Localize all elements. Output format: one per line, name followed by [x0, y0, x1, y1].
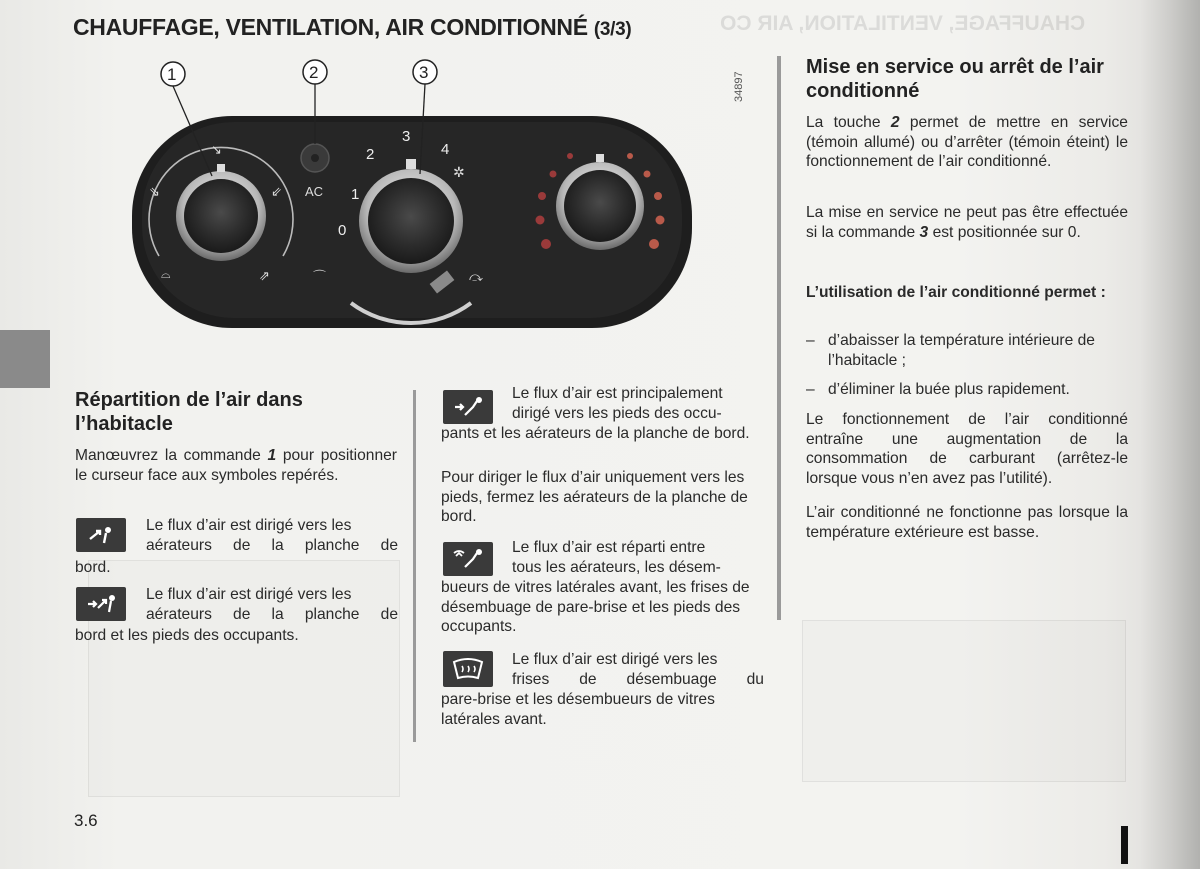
ac-paragraph-2: [806, 203, 1128, 242]
recirculation-icon: ⤼: [469, 270, 483, 285]
svg-text:2: 2: [309, 63, 319, 82]
intro-text: Manœuvrez la commande: [75, 447, 268, 464]
vent-all-defrost-icon: [443, 542, 493, 576]
item-text: aérateurs de la planche de: [146, 606, 398, 623]
image-reference: 34897: [733, 71, 745, 102]
windshield-defrost-icon: [443, 651, 493, 687]
control-panel-figure: [120, 56, 710, 346]
fan-speed-label: 0: [338, 222, 347, 239]
bleed-through-box: [802, 620, 1126, 782]
svg-text:3: 3: [419, 63, 429, 82]
para-text: La touche: [806, 114, 891, 131]
item-text: bueurs de vitres latérales avant, les frises de désembuage de pare-brise et les pieds des occupants.: [441, 579, 750, 636]
item-text: pare-brise et les désembueurs de vitres latérales avant.: [441, 691, 715, 728]
item-text: Le flux d’air est principalement: [512, 385, 723, 402]
ac-paragraph-3: Le fonctionnement de l’air conditionné entraîne une augmentation de la consommation de carburant (arrêtez-le lorsque vous n’en avez pas l’utilité).: [806, 411, 1128, 487]
item-text: Le flux d’air est réparti entre: [512, 539, 706, 556]
vent-feet-icon: ⇙: [271, 185, 282, 200]
ac-paragraph-1: [806, 113, 1128, 172]
fan-speed-label: 1: [351, 186, 360, 203]
item-text: aérateurs de la planche de: [146, 537, 398, 554]
item-text: pants et les aérateurs de la planche de bord.: [441, 425, 750, 442]
item-text: Le flux d’air est dirigé vers les: [146, 517, 352, 534]
item-text: tous les aérateurs, les désem-: [512, 559, 721, 576]
control-number: 3: [919, 223, 929, 241]
vent-all-defrost-icon: ⇗: [259, 269, 270, 284]
list-dash: –: [806, 332, 815, 349]
para-text: La mise en service ne peut pas être effectuée si la commande: [806, 204, 1128, 241]
vent-face-feet-icon: ⇘: [149, 185, 160, 200]
vent-face-icon: ⌒: [313, 270, 327, 285]
vent-face-feet-icon: [76, 587, 126, 621]
list-dash: –: [806, 381, 815, 398]
control-number: 1: [267, 447, 277, 464]
item-text: dirigé vers les pieds des occu-: [512, 405, 722, 422]
ac-paragraph-4: L’air conditionné ne fonctionne pas lorsque la température extérieure est basse.: [806, 504, 1128, 541]
vent-face-icon: [76, 518, 126, 552]
section-heading-air-distribution: Répartition de l’air dans l’habitacle: [75, 389, 303, 435]
fan-speed-label: 3: [402, 128, 411, 145]
control-number: 2: [890, 114, 900, 131]
item-text: Pour diriger le flux d’air uniquement vers les pieds, fermez les aérateurs de la planche de bord.: [441, 469, 748, 526]
page-number: 3.6: [74, 811, 98, 830]
para-text: est positionnée sur 0.: [928, 223, 1081, 241]
item-text: Le flux d’air est dirigé vers les: [512, 651, 718, 668]
intro-text: pour positionner le curseur face aux symboles repérés.: [75, 447, 397, 484]
section-tab: [0, 330, 50, 388]
vent-feet-icon: [443, 390, 493, 424]
title-text: CHAUFFAGE, VENTILATION, AIR CONDITIONNÉ: [73, 14, 588, 40]
column-separator: [413, 390, 416, 742]
column-separator: [777, 56, 781, 620]
intro-paragraph: [75, 446, 397, 485]
ac-label: AC: [305, 184, 324, 199]
item-text: frises de désembuage du: [512, 671, 764, 688]
page-fold-shadow: [1140, 0, 1200, 869]
ac-sub-heading: L’utilisation de l’air conditionné permet :: [806, 284, 1106, 301]
para-text: permet de mettre en service (témoin allumé) ou d’arrêter (témoin éteint) le fonctionnement de l’air conditionné.: [806, 114, 1128, 171]
list-item: d’abaisser la température intérieure de l’habitacle ;: [828, 332, 1095, 369]
windshield-defrost-icon: ⌓: [161, 267, 171, 281]
fan-speed-label: 4: [441, 141, 450, 158]
item-text: bord.: [75, 559, 111, 576]
item-text: Le flux d’air est dirigé vers les: [146, 586, 352, 603]
fan-icon: ✲: [453, 165, 465, 181]
bleed-through-text: CHAUFFAGE, VENTILATION, AIR CO: [720, 12, 1086, 35]
item-text: bord et les pieds des occupants.: [75, 627, 299, 644]
list-item: d’éliminer la buée plus rapidement.: [828, 381, 1070, 398]
edge-marker: [1121, 826, 1128, 864]
svg-text:1: 1: [167, 65, 177, 84]
vent-face-icon: ↘: [211, 143, 222, 158]
title-part: (3/3): [593, 19, 632, 40]
section-heading-ac: Mise en service ou arrêt de l’air conditionné: [806, 56, 1104, 102]
fan-speed-label: 2: [366, 146, 375, 163]
page-title: [73, 14, 631, 41]
